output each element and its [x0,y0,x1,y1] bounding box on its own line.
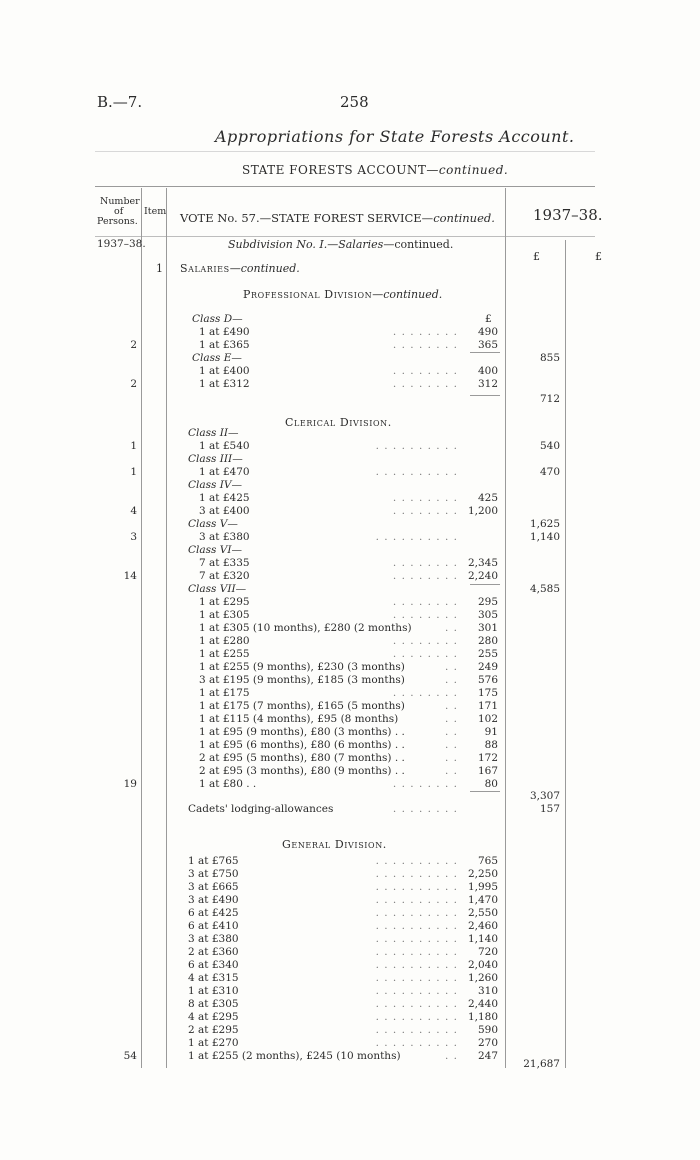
table-row [0,622,700,635]
leader-dots: . . . . . . . . . . [375,920,458,932]
leader-dots: . . . . . . . . [392,378,458,390]
pound-symbol-right: £ [595,250,602,263]
leader-dots: . . . . . . . . . . [375,440,458,452]
row-label: Class VI— [188,544,242,556]
inner-amount: 400 [477,365,498,377]
table-row [0,378,700,391]
leader-dots: . . [444,739,458,751]
leader-dots: . . . . . . . . [392,505,458,517]
persons-count: 4 [130,505,137,517]
table-row [0,440,700,453]
table-row [0,557,700,570]
leader-dots: . . . . . . . . . . [375,1011,458,1023]
inner-amount: 490 [477,326,498,338]
table-row [0,393,700,406]
subtitle-main: STATE FORESTS ACCOUNT— [242,163,439,177]
row-label: 1 at £305 [199,609,250,621]
inner-amount: 270 [477,1037,498,1049]
table-row [0,1024,700,1037]
table-row [0,596,700,609]
inner-amount: 1,200 [467,505,498,517]
vote-heading [180,211,495,225]
inner-amount: 365 [477,339,498,351]
inner-amount: 1,995 [467,881,498,893]
inner-amount: 425 [477,492,498,504]
table-row [0,583,700,596]
inner-amount: 247 [477,1050,498,1062]
row-label: Class D— [192,313,243,325]
table-row [0,609,700,622]
row-label: 1 at £80 . . [199,778,257,790]
table-row [0,661,700,674]
row-label: 3 at £380 [199,531,250,543]
inner-amount: 280 [477,635,498,647]
table-row [0,518,700,531]
leader-dots: . . [444,700,458,712]
leader-dots: . . . . . . . . [392,635,458,647]
row-label: 8 at £305 [188,998,239,1010]
inner-amount: 167 [477,765,498,777]
table-row [0,803,700,816]
leader-dots: . . [444,622,458,634]
title-rule [95,151,595,152]
table-row [0,365,700,378]
table-row [0,739,700,752]
persons-count: 1 [130,440,137,452]
table-row [0,713,700,726]
inner-amount: 2,250 [467,868,498,880]
leader-dots: . . . . . . . . . . [375,985,458,997]
row-label: 3 at £665 [188,881,239,893]
table-row [0,466,700,479]
inner-amount: 102 [477,713,498,725]
leader-dots: . . . . . . . . . . [375,1024,458,1036]
leader-dots: . . [444,661,458,673]
total-amount: 470 [539,466,560,478]
professional-division-heading [243,288,442,301]
leader-dots: . . [444,713,458,725]
total-amount: 1,625 [529,518,560,530]
table-row [0,687,700,700]
table-row [0,985,700,998]
leader-dots: . . . . . . . . . . [375,894,458,906]
table-row [0,855,700,868]
total-amount: 855 [539,352,560,364]
table-row [0,933,700,946]
table-row [0,907,700,920]
table-row [0,544,700,557]
leader-dots: . . . . . . . . . . [375,855,458,867]
table-top-rule [95,186,595,187]
row-label: 1 at £255 (9 months), £230 (3 months) [199,661,405,673]
persons-header-1: Number [100,196,140,207]
leader-dots: . . . . . . . . . . [375,946,458,958]
column-head-rule [95,236,595,237]
total-amount: 540 [539,440,560,452]
inner-amount: 1,140 [467,933,498,945]
inner-amount: 1,260 [467,972,498,984]
table-row [0,352,700,365]
row-label: 1 at £95 (6 months), £80 (6 months) . . [199,739,405,751]
row-label: 1 at £255 (2 months), £245 (10 months) [188,1050,401,1062]
inner-amount: 590 [477,1024,498,1036]
table-row [0,726,700,739]
page-title: Appropriations for State Forests Account. [215,127,575,146]
row-label: 1 at £175 (7 months), £165 (5 months) [199,700,405,712]
leader-dots: . . . . . . . . [392,492,458,504]
year-heading: 1937–38. [533,206,603,224]
inner-amount: 310 [477,985,498,997]
row-label: Class III— [188,453,243,465]
leader-dots: . . . . . . . . [392,339,458,351]
item-number: 1 [156,262,163,275]
row-label: 1 at £270 [188,1037,239,1049]
leader-dots: . . . . . . . . . . [375,1037,458,1049]
row-label: 1 at £365 [199,339,250,351]
row-label: 4 at £295 [188,1011,239,1023]
clerical-division-heading: Clerical Division. [285,416,392,429]
table-row [0,972,700,985]
leader-dots: . . . . . . . . . . [375,881,458,893]
row-label: 1 at £312 [199,378,250,390]
leader-dots: . . [444,1050,458,1062]
total-amount: 157 [539,803,560,815]
row-label: 1 at £400 [199,365,250,377]
row-label: Class E— [192,352,242,364]
leader-dots: . . . . . . . . [392,687,458,699]
persons-count: 1 [130,466,137,478]
row-label: 1 at £115 (4 months), £95 (8 months) [199,713,399,725]
leader-dots: . . [444,752,458,764]
leader-dots: . . . . . . . . . . [375,531,458,543]
persons-count: 14 [123,570,137,582]
table-row [0,505,700,518]
row-label: 7 at £320 [199,570,250,582]
leader-dots: . . . . . . . . . . [375,998,458,1010]
row-label: Cadets' lodging-allowances [188,803,334,815]
pound-symbol-left: £ [533,250,540,263]
inner-amount: 312 [477,378,498,390]
row-label: 3 at £400 [199,505,250,517]
inner-amount: 91 [484,726,498,738]
row-label: Class V— [188,518,238,530]
leader-dots: . . . . . . . . [392,778,458,790]
inner-amount: 171 [477,700,498,712]
total-amount: 3,307 [529,790,560,802]
row-label: 2 at £360 [188,946,239,958]
general-division-heading: General Division. [282,838,387,851]
table-row [0,648,700,661]
table-row [0,959,700,972]
row-label: 2 at £95 (3 months), £80 (9 months) . . [199,765,405,777]
row-label: 1 at £470 [199,466,250,478]
row-label: 1 at £540 [199,440,250,452]
row-label: 6 at £340 [188,959,239,971]
table-row [0,635,700,648]
row-label: 1 at £425 [199,492,250,504]
inner-amount: 1,180 [467,1011,498,1023]
leader-dots: . . [444,726,458,738]
document-reference: B.—7. [97,93,143,111]
row-label: 7 at £335 [199,557,250,569]
row-label: 1 at £175 [199,687,250,699]
inner-amount: 255 [477,648,498,660]
total-amount: 4,585 [529,583,560,595]
persons-count: 54 [123,1050,137,1062]
leader-dots: . . . . . . . . . . [375,466,458,478]
table-row [0,998,700,1011]
inner-amount: 172 [477,752,498,764]
row-label: 3 at £195 (9 months), £185 (3 months) [199,674,405,686]
row-label: 4 at £315 [188,972,239,984]
inner-amount: 765 [477,855,498,867]
row-label: 6 at £425 [188,907,239,919]
row-label: 1 at £310 [188,985,239,997]
table-row [0,339,700,352]
section-subtitle [242,163,508,177]
inner-amount: 2,440 [467,998,498,1010]
table-row [0,790,700,803]
inner-pound-symbol: £ [485,313,492,325]
total-amount: 712 [539,393,560,405]
persons-header-2: of [114,206,124,217]
salaries-heading [180,262,300,275]
professional-continued: —continued. [372,288,443,301]
leader-dots: . . [444,674,458,686]
inner-amount: 175 [477,687,498,699]
inner-amount: 295 [477,596,498,608]
table-row [0,313,700,326]
row-label: 1 at £280 [199,635,250,647]
persons-year: 1937–38. [97,238,146,250]
persons-count: 19 [123,778,137,790]
leader-dots: . . . . . . . . [392,803,458,815]
inner-amount: 1,470 [467,894,498,906]
leader-dots: . . . . . . . . [392,365,458,377]
leader-dots: . . . . . . . . [392,648,458,660]
table-row [0,765,700,778]
table-row [0,479,700,492]
table-row [0,868,700,881]
persons-count: 2 [130,339,137,351]
inner-amount: 88 [484,739,498,751]
inner-amount: 720 [477,946,498,958]
table-row [0,531,700,544]
salaries-continued: —continued. [229,262,300,275]
leader-dots: . . . . . . . . . . [375,959,458,971]
table-row [0,1058,700,1071]
row-label: 1 at £765 [188,855,239,867]
inner-amount: 305 [477,609,498,621]
leader-dots: . . . . . . . . [392,326,458,338]
leader-dots: . . . . . . . . [392,609,458,621]
row-label: 1 at £490 [199,326,250,338]
total-amount: 1,140 [529,531,560,543]
table-row [0,453,700,466]
inner-amount: 2,460 [467,920,498,932]
table-row [0,700,700,713]
item-header: Item [144,206,167,217]
leader-dots: . . . . . . . . . . [375,907,458,919]
persons-header-3: Persons. [97,216,138,227]
row-label: 1 at £305 (10 months), £280 (2 months) [199,622,412,634]
table-row [0,1037,700,1050]
table-row [0,894,700,907]
row-label: 6 at £410 [188,920,239,932]
subtitle-continued: continued. [438,163,509,177]
professional-main: Professional Division [243,288,373,301]
salaries-main: Salaries [180,262,230,275]
table-row [0,946,700,959]
persons-count: 2 [130,378,137,390]
leader-dots: . . . . . . . . [392,557,458,569]
page-number: 258 [340,93,369,111]
leader-dots: . . . . . . . . . . [375,972,458,984]
total-amount: 21,687 [523,1058,560,1070]
table-row [0,570,700,583]
inner-amount: 2,040 [467,959,498,971]
inner-amount: 249 [477,661,498,673]
row-label: 1 at £295 [199,596,250,608]
leader-dots: . . . . . . . . [392,596,458,608]
table-row [0,752,700,765]
inner-amount: 2,345 [467,557,498,569]
table-row [0,920,700,933]
subdivision-continued: —continued. [383,238,454,251]
row-label: 2 at £95 (5 months), £80 (7 months) . . [199,752,405,764]
leader-dots: . . . . . . . . . . [375,868,458,880]
subdivision-main: Subdivision No. I.—Salaries [228,238,384,251]
table-row [0,1011,700,1024]
row-label: 1 at £255 [199,648,250,660]
table-row [0,674,700,687]
leader-dots: . . . . . . . . [392,570,458,582]
row-label: Class II— [188,427,239,439]
inner-amount: 80 [484,778,498,790]
table-row [0,881,700,894]
persons-count: 3 [130,531,137,543]
inner-amount: 301 [477,622,498,634]
table-row [0,492,700,505]
row-label: 1 at £95 (9 months), £80 (3 months) . . [199,726,405,738]
table-row [0,427,700,440]
inner-amount: 576 [477,674,498,686]
subdivision-heading [228,238,453,251]
row-label: Class IV— [188,479,242,491]
row-label: 2 at £295 [188,1024,239,1036]
row-label: Class VII— [188,583,247,595]
inner-amount: 2,240 [467,570,498,582]
vote-heading-main: VOTE No. 57.—STATE FOREST SERVICE— [180,211,434,225]
inner-amount: 2,550 [467,907,498,919]
row-label: 3 at £750 [188,868,239,880]
leader-dots: . . . . . . . . . . [375,933,458,945]
row-label: 3 at £490 [188,894,239,906]
row-label: 3 at £380 [188,933,239,945]
vote-heading-continued: continued. [433,211,495,225]
leader-dots: . . [444,765,458,777]
